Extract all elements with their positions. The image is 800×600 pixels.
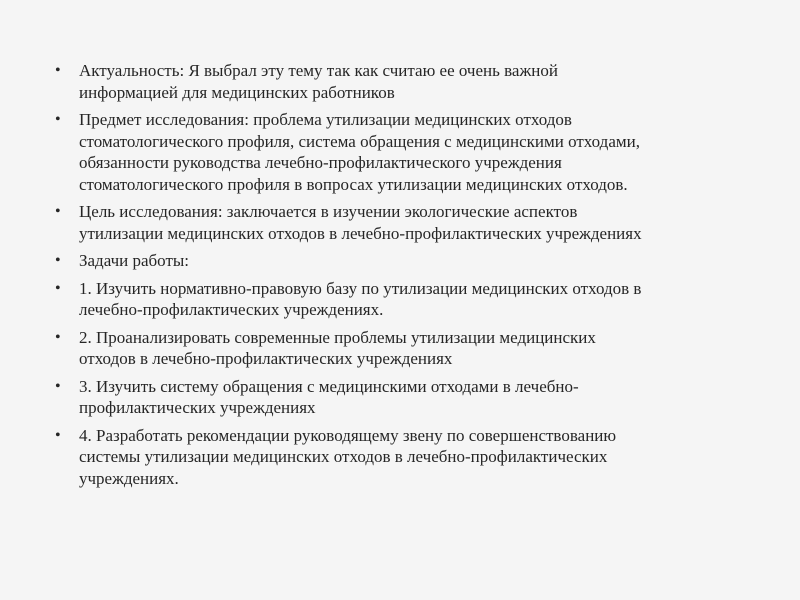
bullet-icon: • xyxy=(55,252,61,269)
bullet-text: 1. Изучить нормативно-правовую базу по утилизации медицинских отходов в лечебно-профилактических учреждениях. xyxy=(79,278,642,319)
bullet-item-subject xyxy=(55,109,775,195)
bullet-icon: • xyxy=(55,111,61,128)
bullet-text: 4. Разработать рекомендации руководящему звену по совершенствованию системы утилизации медицинских отходов в лечебно-профилактических учреждениях. xyxy=(79,425,617,488)
bullet-text: Актуальность: Я выбрал эту тему так как считаю ее очень важной информацией для медицинских работников xyxy=(79,61,558,102)
bullet-text: 2. Проанализировать современные проблемы утилизации медицинских отходов в лечебно-профилактических учреждениях xyxy=(79,327,596,368)
bullet-item-task-1 xyxy=(55,278,775,321)
bullet-icon: • xyxy=(55,426,61,444)
bullet-icon: • xyxy=(55,377,61,395)
bullet-item-task-3 xyxy=(55,376,775,419)
bullet-item-relevance xyxy=(55,60,775,103)
bullet-icon: • xyxy=(55,203,61,220)
bullet-icon: • xyxy=(55,328,61,346)
bullet-item-task-4 xyxy=(55,425,775,490)
bullet-list xyxy=(55,60,775,495)
bullet-text: 3. Изучить систему обращения с медицинскими отходами в лечебно- профилактических учреждениях xyxy=(79,376,579,417)
bullet-item-task-2 xyxy=(55,327,775,370)
bullet-icon: • xyxy=(55,62,61,79)
bullet-item-goal xyxy=(55,201,775,244)
bullet-text: Задачи работы: xyxy=(79,251,190,270)
bullet-item-tasks-heading xyxy=(55,250,775,272)
bullet-text: Цель исследования: заключается в изучении экологические аспектов утилизации медицинских отходов в лечебно-профилактических учреждениях xyxy=(79,202,642,243)
bullet-icon: • xyxy=(55,279,61,297)
bullet-text: Предмет исследования: проблема утилизации медицинских отходов стоматологического профиля, система обращения с медицинскими отходами, обязанности руководства лечебно-профилактического учреждения стоматологического профиля в вопросах утилизации медицинских отходов. xyxy=(79,110,640,194)
